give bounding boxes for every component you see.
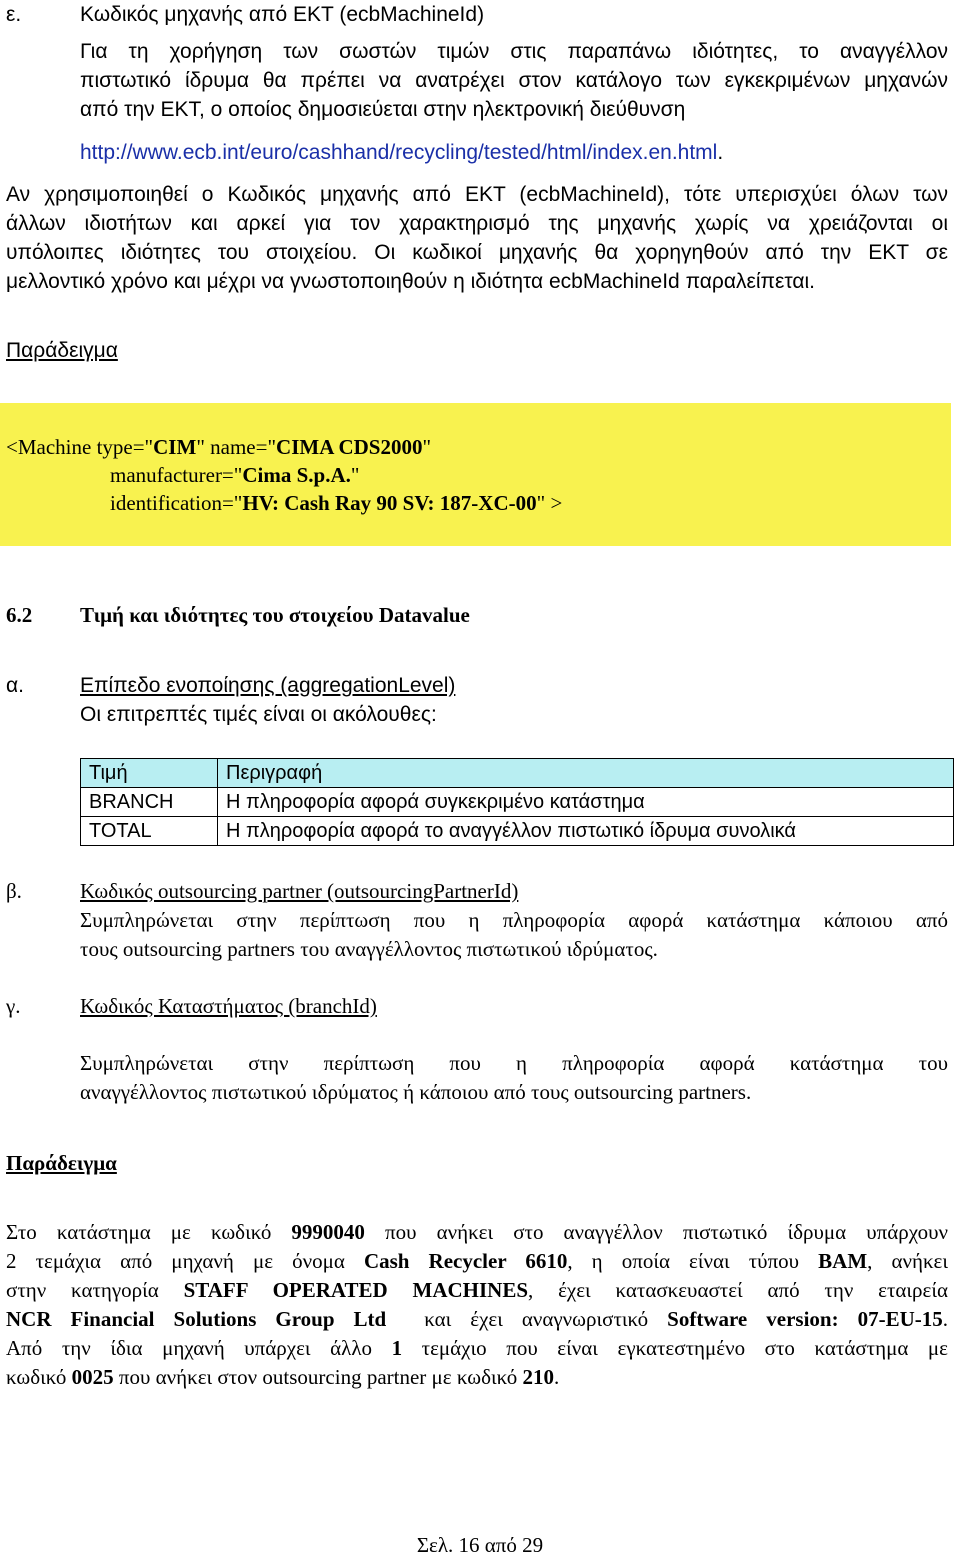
item-c-line-1: Συμπληρώνεται στην περίπτωση που η πληροφορία αφορά κατάστημα του <box>80 1051 948 1075</box>
text: και έχει αναγνωριστικό <box>386 1307 668 1331</box>
text: που ανήκει στο αναγγέλλον πιστωτικό ίδρυμα υπάρχουν <box>364 1220 948 1244</box>
ecb-machines-link[interactable]: http://www.ecb.int/euro/cashhand/recycling/tested/html/index.en.html <box>80 141 718 164</box>
table-cell: BRANCH <box>81 788 218 817</box>
text: τεμάχιο που είναι εγκατεστημένο στο κατάστημα με <box>402 1336 948 1360</box>
example-1-label: Παράδειγμα <box>6 339 118 362</box>
section-e-note-line-3: υπόλοιπες ιδιότητες του στοιχείου. Οι κωδικοί μηχανής θα χορηγηθούν από την ΕΚΤ σε <box>6 241 948 264</box>
section-6-2-title: Τιμή και ιδιότητες του στοιχείου Datavalue <box>80 603 470 627</box>
table-cell: Η πληροφορία αφορά συγκεκριμένο κατάστημα <box>218 788 954 817</box>
branch-code: 0025 <box>71 1365 114 1389</box>
text: κωδικό <box>6 1365 72 1389</box>
partner-code: 210 <box>522 1365 555 1389</box>
quantity: 1 <box>391 1336 403 1360</box>
item-a-heading: Επίπεδο ενοποίησης (aggregationLevel) <box>80 674 456 697</box>
text: Στο κατάστημα με κωδικό <box>6 1220 292 1244</box>
example-2-line-5 <box>6 1334 948 1363</box>
example-2-line-6 <box>6 1363 559 1392</box>
xml-example-box <box>0 403 951 546</box>
example-2-line-1 <box>6 1218 948 1247</box>
xml-text: " name=" <box>196 435 277 459</box>
example-2-line-2 <box>6 1247 948 1276</box>
xml-value: Cima S.p.A. <box>242 463 351 487</box>
text: στην κατηγορία <box>6 1278 184 1302</box>
xml-text: manufacturer=" <box>110 463 243 487</box>
example-2-label: Παράδειγμα <box>6 1151 117 1175</box>
item-c-marker: γ. <box>6 994 21 1018</box>
machine-category: STAFF OPERATED MACHINES <box>183 1278 529 1302</box>
xml-text: <Machine type=" <box>6 435 154 459</box>
link-suffix: . <box>717 141 724 164</box>
table-row <box>81 788 954 817</box>
item-c-heading: Κωδικός Καταστήματος (branchId) <box>80 994 377 1018</box>
item-b-line-1: Συμπληρώνεται στην περίπτωση που η πληροφορία αφορά κατάστημα κάποιου από <box>80 908 948 932</box>
table-row <box>81 817 954 846</box>
table-header-description: Περιγραφή <box>218 759 954 788</box>
xml-text: " <box>350 463 360 487</box>
text: που ανήκει στον outsourcing partner με κωδικό <box>113 1365 523 1389</box>
xml-text: " > <box>536 491 563 515</box>
xml-value: CIMA CDS2000 <box>276 435 423 459</box>
section-6-2-number: 6.2 <box>6 603 33 627</box>
item-b-marker: β. <box>6 879 22 903</box>
section-e-para-line-1: Για τη χορήγηση των σωστών τιμών στις παραπάνω ιδιότητες, το αναγγέλλον <box>80 40 948 63</box>
text: , η οποία είναι τύπου <box>567 1249 819 1273</box>
item-c-line-2: αναγγέλλοντος πιστωτικού ιδρύματος ή κάποιου από τους outsourcing partners. <box>80 1080 752 1104</box>
example-2-line-3 <box>6 1276 948 1305</box>
section-e-note-line-4: μελλοντικό χρόνο και μέχρι να γνωστοποιηθούν η ιδιότητα ecbMachineId παραλείπεται. <box>6 270 816 293</box>
text: . <box>942 1307 948 1331</box>
identification: Software version: 07-EU-15 <box>667 1307 943 1331</box>
item-a-marker: α. <box>6 674 24 697</box>
item-a-subtext: Οι επιτρεπτές τιμές είναι οι ακόλουθες: <box>80 703 437 726</box>
page-number: Σελ. 16 από 29 <box>416 1533 544 1557</box>
section-e-para-line-2: πιστωτικό ίδρυμα θα πρέπει να ανατρέχει στον κατάλογο των εγκεκριμένων μηχανών <box>80 69 948 92</box>
item-b-line-2: τους outsourcing partners του αναγγέλλοντος πιστωτικού ιδρύματος. <box>80 937 658 961</box>
text: Από την ίδια μηχανή υπάρχει άλλο <box>6 1336 392 1360</box>
xml-line-3 <box>110 489 562 518</box>
xml-text: " <box>422 435 432 459</box>
table-cell: Η πληροφορία αφορά το αναγγέλλον πιστωτικό ίδρυμα συνολικά <box>218 817 954 846</box>
xml-value: CIM <box>153 435 197 459</box>
machine-type: BAM <box>818 1249 868 1273</box>
branch-code: 9990040 <box>291 1220 365 1244</box>
manufacturer: NCR Financial Solutions Group Ltd <box>6 1307 387 1331</box>
text: 2 τεμάχια από μηχανή με όνομα <box>6 1249 364 1273</box>
section-e-para-line-3: από την ΕΚΤ, ο οποίος δημοσιεύεται στην ηλεκτρονική διεύθυνση <box>80 98 686 121</box>
xml-line-1 <box>6 433 431 462</box>
machine-name: Cash Recycler 6610 <box>363 1249 568 1273</box>
item-b-heading: Κωδικός outsourcing partner (outsourcingPartnerId) <box>80 879 519 903</box>
section-e-marker: ε. <box>6 3 22 26</box>
text: . <box>554 1365 560 1389</box>
example-2-line-4 <box>6 1305 948 1334</box>
xml-text: identification=" <box>110 491 243 515</box>
text: , ανήκει <box>867 1249 948 1273</box>
xml-line-2 <box>110 461 359 490</box>
table-header-row <box>81 759 954 788</box>
aggregation-level-table <box>80 758 954 846</box>
section-e-note-line-1: Αν χρησιμοποιηθεί ο Κωδικός μηχανής από ΕΚΤ (ecbMachineId), τότε υπερισχύει όλων των <box>6 183 948 206</box>
section-e-note-line-2: άλλων ιδιοτήτων και αρκεί για τον χαρακτηρισμό της μηχανής χωρίς να χρειάζονται οι <box>6 212 948 235</box>
text: , έχει κατασκευαστεί από την εταιρεία <box>528 1278 948 1302</box>
table-cell: TOTAL <box>81 817 218 846</box>
section-e-heading: Κωδικός μηχανής από ΕΚΤ (ecbMachineId) <box>80 3 485 26</box>
table-header-value: Τιμή <box>81 759 218 788</box>
xml-value: HV: Cash Ray 90 SV: 187-XC-00 <box>242 491 537 515</box>
ecb-link-line <box>80 138 723 167</box>
